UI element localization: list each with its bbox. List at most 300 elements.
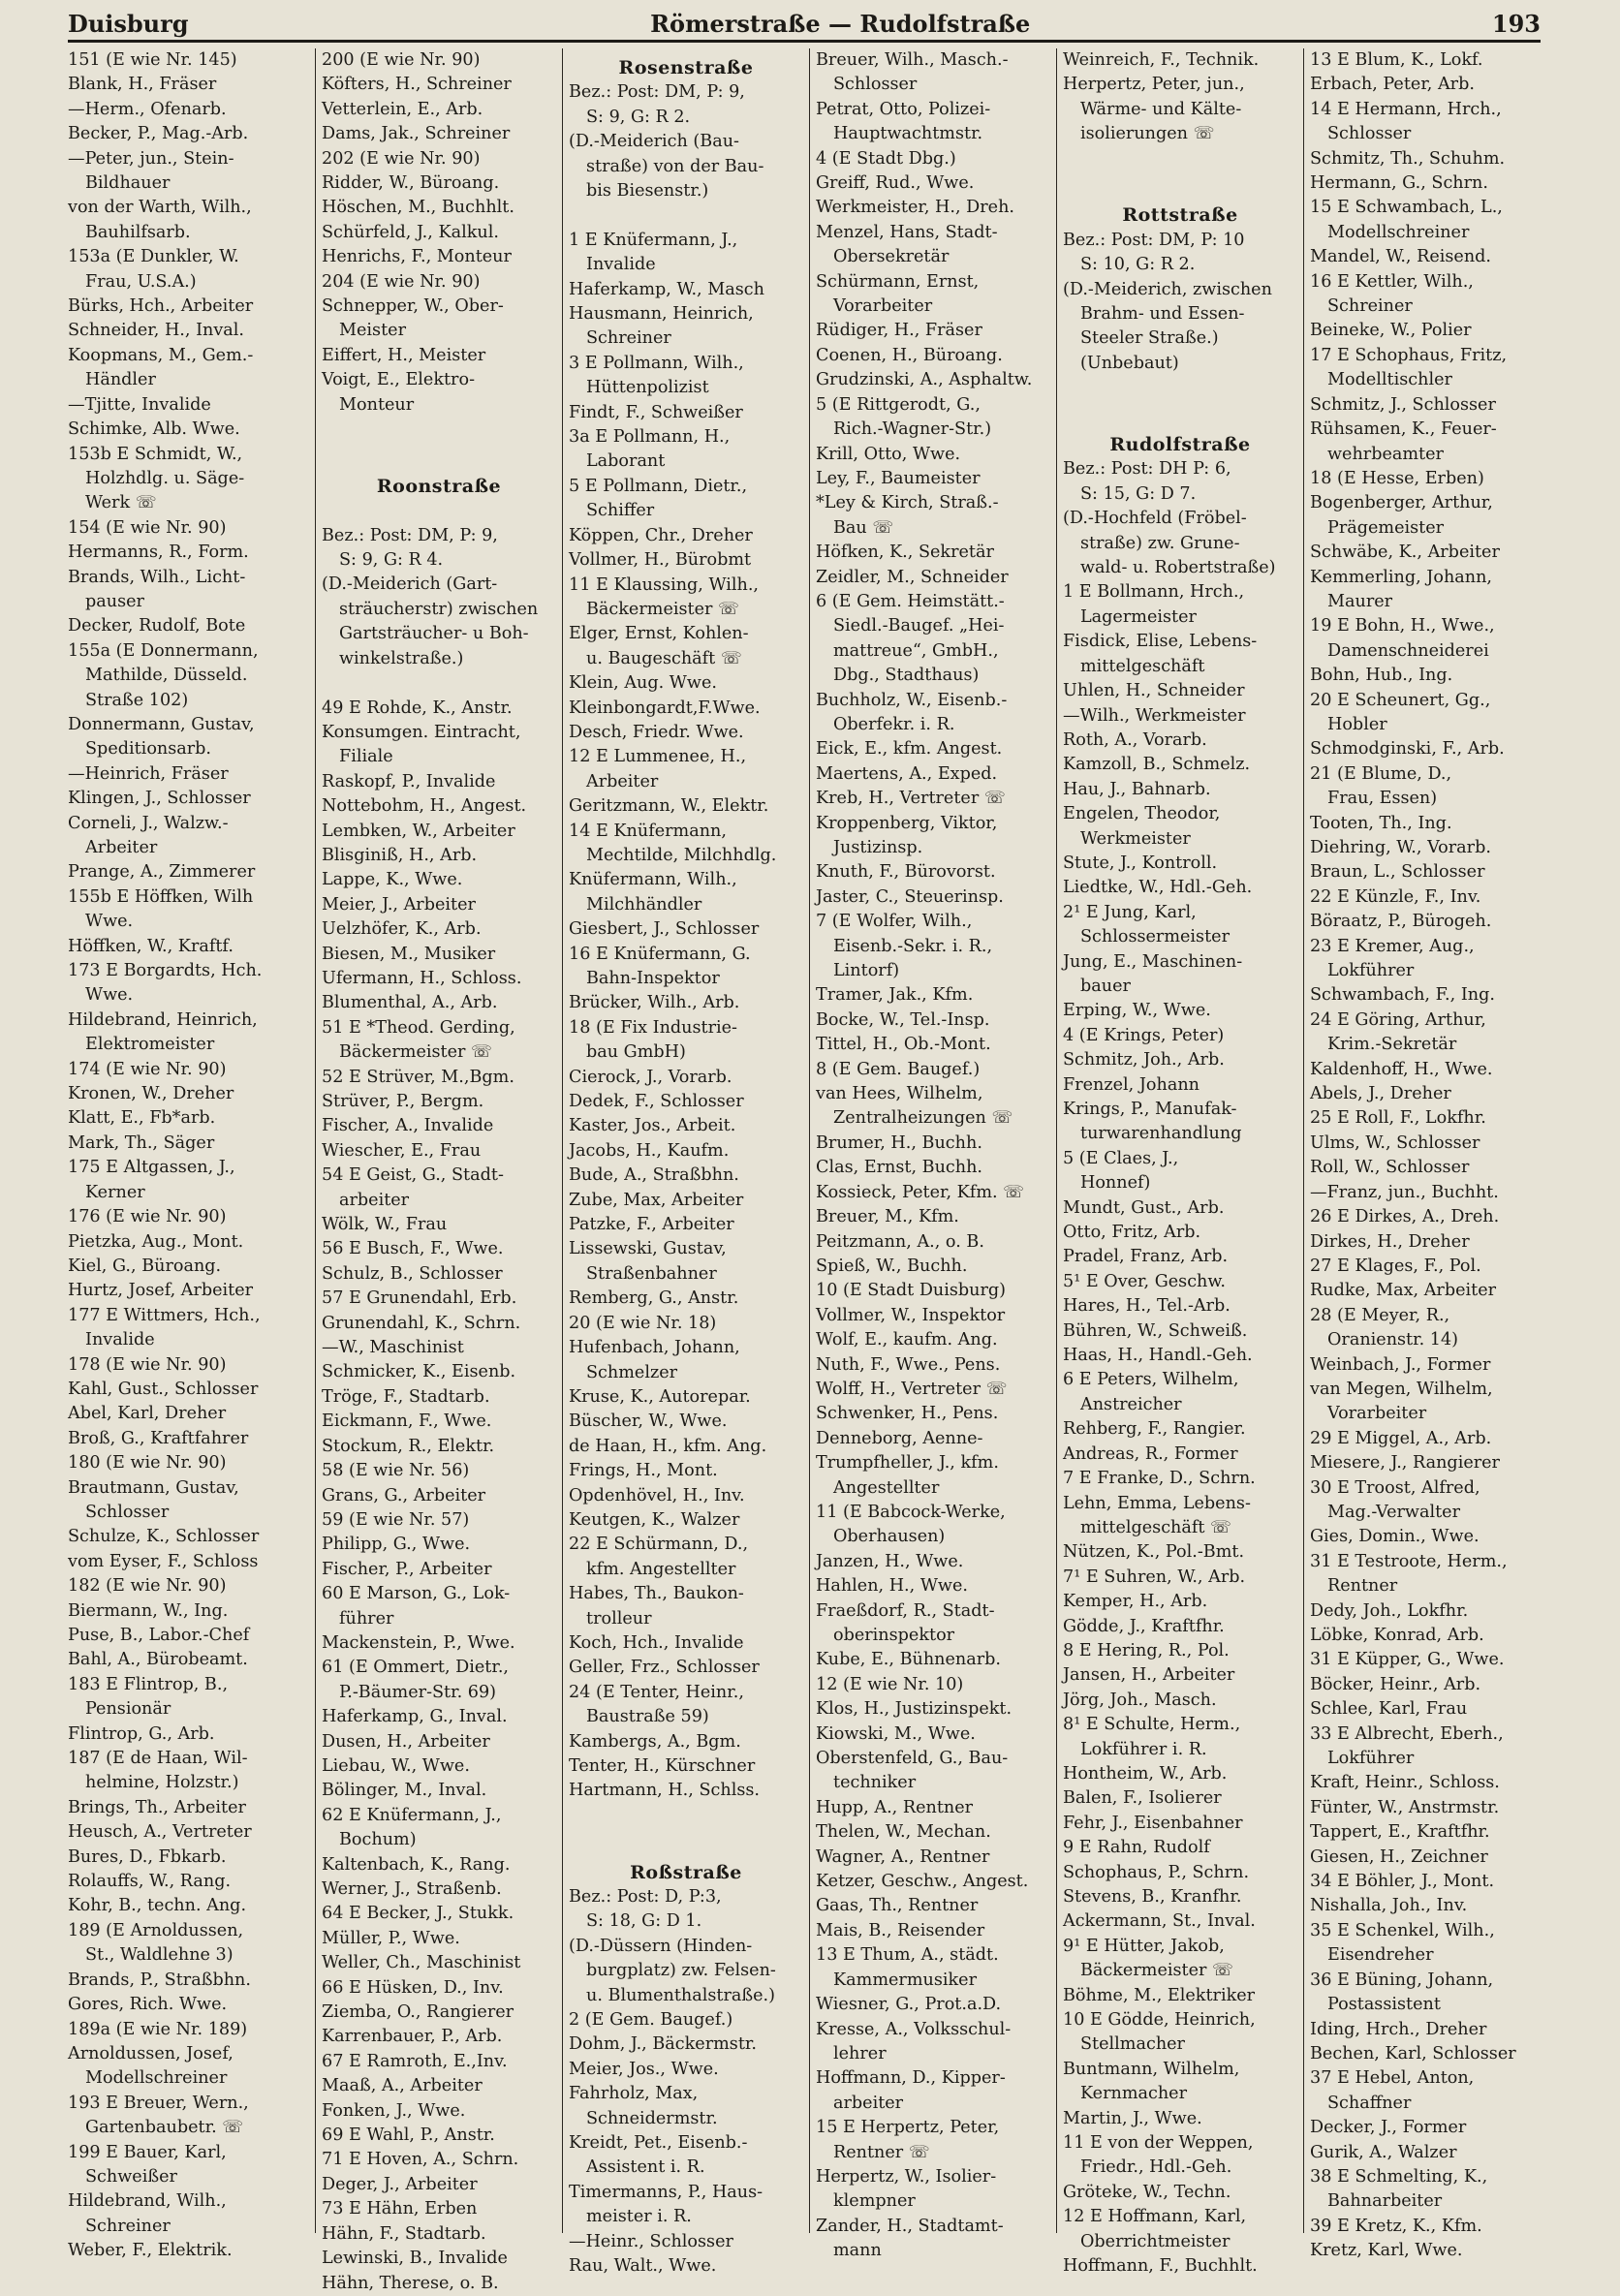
spacer bbox=[1063, 401, 1297, 425]
entry-continuation: straße) zw. Grune- bbox=[1080, 533, 1240, 553]
directory-entry: Blank, H., Fräser bbox=[68, 75, 217, 95]
directory-entry: 189a (E wie Nr. 189) bbox=[68, 2019, 248, 2039]
directory-entry: Werkmeister, H., Dreh. bbox=[816, 198, 1014, 218]
directory-entry: 12 E Hoffmann, Karl, bbox=[1063, 2207, 1247, 2227]
directory-entry: —Heinrich, Fräser bbox=[68, 763, 229, 784]
directory-entry: Trumpfheller, J., kfm. bbox=[816, 1453, 999, 1474]
directory-entry: Nützen, K., Pol.-Bmt. bbox=[1063, 1542, 1245, 1563]
directory-entry: Biermann, W., Ing. bbox=[68, 1600, 229, 1621]
directory-entry: 57 E Grunendahl, Erb. bbox=[322, 1288, 517, 1309]
entry-continuation: straße) von der Bau- bbox=[586, 156, 764, 176]
directory-entry: Ziemba, O., Rangierer bbox=[322, 2002, 514, 2023]
directory-entry: Desch, Friedr. Wwe. bbox=[569, 722, 744, 742]
directory-entry: 54 E Geist, G., Stadt- bbox=[322, 1165, 504, 1186]
directory-entry: Meier, J., Arbeiter bbox=[322, 894, 476, 915]
entry-continuation: u. Blumenthalstraße.) bbox=[586, 1985, 775, 2005]
spacer bbox=[1063, 171, 1297, 196]
directory-entry: Bez.: Post: D, P:3, bbox=[569, 1887, 722, 1908]
directory-entry: Hähn, F., Stadtarb. bbox=[322, 2223, 486, 2244]
entry-continuation: mattreue“, GmbH., bbox=[833, 640, 999, 661]
entry-continuation: Bochum) bbox=[339, 1830, 417, 1850]
directory-entry: Kretz, Karl, Wwe. bbox=[1310, 2241, 1463, 2261]
entry-continuation: Elektromeister bbox=[85, 1035, 215, 1055]
entry-continuation: Modelltischler bbox=[1327, 370, 1452, 390]
directory-entry: Hähn, Therese, o. B. bbox=[322, 2273, 499, 2293]
directory-entry: Herpertz, Peter, jun., bbox=[1063, 75, 1245, 95]
directory-entry: 49 E Rohde, K., Anstr. bbox=[322, 698, 513, 718]
entry-continuation: Bauhilfsarb. bbox=[85, 222, 191, 242]
entry-continuation: S: 9, G: R 2. bbox=[586, 107, 691, 127]
directory-entry: Gurik, A., Walzer bbox=[1310, 2142, 1457, 2162]
directory-entry: 34 E Böhler, J., Mont. bbox=[1310, 1872, 1495, 1892]
directory-entry: 11 E von der Weppen, bbox=[1063, 2133, 1254, 2154]
entry-continuation: winkelstraße.) bbox=[339, 648, 464, 668]
entry-continuation: Schreiner bbox=[1327, 296, 1413, 317]
directory-entry: Hermann, G., Schrn. bbox=[1310, 173, 1488, 194]
directory-entry: Konsumgen. Eintracht, bbox=[322, 722, 521, 742]
directory-entry: Thelen, W., Mechan. bbox=[816, 1822, 991, 1843]
directory-entry: Schürfeld, J., Kalkul. bbox=[322, 222, 499, 242]
directory-entry: 10 (E Stadt Duisburg) bbox=[816, 1281, 1007, 1301]
directory-entry: Jansen, H., Arbeiter bbox=[1063, 1665, 1235, 1686]
entry-continuation: S: 18, G: D 1. bbox=[586, 1911, 702, 1932]
column-6 bbox=[1303, 48, 1550, 2261]
entry-continuation: Bau ☏ bbox=[833, 517, 894, 538]
directory-entry: 62 E Knüfermann, J., bbox=[322, 1805, 502, 1825]
entry-continuation: Modellschreiner bbox=[85, 2068, 228, 2089]
entry-continuation: Schweißer bbox=[85, 2166, 177, 2187]
directory-entry: Vollmer, H., Bürobmt bbox=[569, 550, 752, 571]
directory-entry: Hartmann, H., Schlss. bbox=[569, 1781, 760, 1801]
directory-entry: Dedek, F., Schlosser bbox=[569, 1092, 744, 1112]
directory-entry: Gödde, J., Kraftfhr. bbox=[1063, 1616, 1225, 1636]
directory-entry: 73 E Hähn, Erben bbox=[322, 2199, 478, 2219]
entry-continuation: helmine, Holzstr.) bbox=[85, 1773, 239, 1793]
entry-continuation: Assistent i. R. bbox=[586, 2157, 705, 2178]
directory-entry: Schmitz, J., Schlosser bbox=[1310, 394, 1496, 415]
entry-continuation: oberinspektor bbox=[833, 1626, 955, 1645]
entry-continuation: Schaffner bbox=[1327, 2093, 1412, 2113]
directory-entry: 16 E Knüfermann, G. bbox=[569, 944, 751, 964]
directory-entry: 6 (E Gem. Heimstätt.- bbox=[816, 591, 1005, 611]
directory-entry: Kambergs, A., Bgm. bbox=[569, 1731, 741, 1752]
entry-continuation: Meister bbox=[339, 321, 406, 341]
directory-entry: 5¹ E Over, Geschw. bbox=[1063, 1271, 1226, 1291]
directory-entry: 59 (E wie Nr. 57) bbox=[322, 1509, 470, 1530]
entry-continuation: Eisendreher bbox=[1327, 1945, 1434, 1966]
directory-entry: Corneli, J., Walzw.- bbox=[68, 813, 229, 833]
directory-entry: Biesen, M., Musiker bbox=[322, 944, 496, 964]
entry-continuation: isolierungen ☏ bbox=[1080, 124, 1215, 144]
directory-entry: —W., Maschinist bbox=[322, 1338, 464, 1358]
directory-entry: Karrenbauer, P., Arb. bbox=[322, 2027, 503, 2047]
entry-continuation: Holzhdlg. u. Säge- bbox=[85, 468, 245, 488]
directory-entry: Maaß, A., Arbeiter bbox=[322, 2076, 483, 2096]
entry-continuation: Bildhauer bbox=[85, 173, 171, 194]
entry-continuation: Straßenbahner bbox=[586, 1263, 717, 1284]
directory-entry: 199 E Bauer, Karl, bbox=[68, 2142, 227, 2162]
directory-entry: Rehberg, F., Rangier. bbox=[1063, 1419, 1246, 1440]
directory-entry: Puse, B., Labor.-Chef bbox=[68, 1626, 250, 1645]
directory-entry: 61 (E Ommert, Dietr., bbox=[322, 1658, 510, 1678]
entry-continuation: Damenschneiderei bbox=[1327, 640, 1489, 661]
entry-continuation: Justizinsp. bbox=[833, 838, 923, 857]
directory-entry: Decker, J., Former bbox=[1310, 2118, 1467, 2138]
directory-entry: Schmodginski, F., Arb. bbox=[1310, 739, 1505, 760]
directory-entry: 69 E Wahl, P., Anstr. bbox=[322, 2125, 495, 2146]
directory-entry: 5 (E Claes, J., bbox=[1063, 1148, 1179, 1168]
directory-entry: Ulms, W., Schlosser bbox=[1310, 1132, 1480, 1153]
directory-entry: Fehr, J., Eisenbahner bbox=[1063, 1813, 1243, 1833]
directory-entry: Herpertz, W., Isolier- bbox=[816, 2166, 997, 2187]
directory-entry: Erbach, Peter, Arb. bbox=[1310, 75, 1475, 95]
directory-entry: 7 (E Wolfer, Wilh., bbox=[816, 912, 973, 932]
directory-entry: Gaas, Th., Rentner bbox=[816, 1896, 979, 1916]
directory-entry: —Tjitte, Invalide bbox=[68, 394, 211, 415]
directory-entry: Dusen, H., Arbeiter bbox=[322, 1731, 490, 1752]
header-rule bbox=[68, 40, 1541, 43]
spacer bbox=[569, 203, 803, 228]
directory-entry: —Wilh., Werkmeister bbox=[1063, 705, 1246, 726]
entry-continuation: Schneidermstr. bbox=[586, 2108, 718, 2128]
directory-entry: 66 E Hüsken, D., Inv. bbox=[322, 1977, 504, 1998]
directory-entry: Eiffert, H., Meister bbox=[322, 345, 486, 365]
entry-continuation: bauer bbox=[1080, 976, 1131, 996]
directory-entry: Roll, W., Schlosser bbox=[1310, 1158, 1470, 1178]
directory-entry: 183 E Flintrop, B., bbox=[68, 1674, 229, 1694]
entry-continuation: Friedr., Hdl.-Geh. bbox=[1080, 2157, 1232, 2178]
entry-continuation: u. Baugeschäft ☏ bbox=[586, 648, 742, 668]
directory-entry: 153a (E Dunkler, W. bbox=[68, 247, 239, 267]
directory-entry: Nottebohm, H., Angest. bbox=[322, 796, 527, 817]
directory-entry: Dams, Jak., Schreiner bbox=[322, 124, 511, 144]
entry-continuation: Schlosser bbox=[85, 1502, 170, 1522]
spacer bbox=[322, 671, 556, 696]
directory-entry: Wolff, H., Vertreter ☏ bbox=[816, 1379, 1008, 1399]
directory-entry: Blumenthal, A., Arb. bbox=[322, 993, 498, 1013]
entry-continuation: Krim.-Sekretär bbox=[1327, 1035, 1457, 1055]
directory-entry: Gores, Rich. Wwe. bbox=[68, 1995, 228, 2015]
entry-continuation: Frau, Essen) bbox=[1327, 789, 1438, 809]
directory-entry: Eick, E., kfm. Angest. bbox=[816, 739, 1003, 760]
entry-continuation: mittelgeschäft ☏ bbox=[1080, 1517, 1232, 1537]
directory-entry: Brands, Wilh., Licht- bbox=[68, 567, 246, 587]
directory-entry: 204 (E wie Nr. 90) bbox=[322, 271, 481, 292]
directory-entry: Bez.: Post: DM, P: 9, bbox=[569, 82, 745, 103]
entry-continuation: führer bbox=[339, 1608, 394, 1629]
directory-entry: Beineke, W., Polier bbox=[1310, 321, 1472, 341]
directory-entry: Keutgen, K., Walzer bbox=[569, 1509, 740, 1530]
directory-entry: Hau, J., Bahnarb. bbox=[1063, 779, 1211, 799]
directory-entry: Buchholz, W., Eisenb.- bbox=[816, 690, 1008, 710]
directory-entry: Ley, F., Baumeister bbox=[816, 468, 981, 488]
page-header bbox=[68, 6, 1541, 41]
entry-continuation: Schiffer bbox=[586, 501, 655, 521]
entry-continuation: Mag.-Verwalter bbox=[1327, 1502, 1461, 1522]
directory-entry: Mandel, W., Reisend. bbox=[1310, 247, 1492, 267]
directory-entry: 71 E Hoven, A., Schrn. bbox=[322, 2150, 519, 2170]
directory-entry: Zander, H., Stadtamt- bbox=[816, 2216, 1004, 2236]
entry-continuation: Monteur bbox=[339, 394, 415, 415]
directory-entry: 67 E Ramroth, E.,Inv. bbox=[322, 2051, 508, 2071]
directory-entry: Breuer, Wilh., Masch.- bbox=[816, 50, 1009, 70]
directory-entry: Liedtke, W., Hdl.-Geh. bbox=[1063, 878, 1253, 898]
directory-entry: Bohn, Hub., Ing. bbox=[1310, 666, 1453, 686]
directory-entry: Köppen, Chr., Dreher bbox=[569, 525, 753, 545]
entry-continuation: burgplatz) zw. Felsen- bbox=[586, 1961, 776, 1981]
directory-entry: Koch, Hch., Invalide bbox=[569, 1632, 744, 1653]
directory-entry: 22 E Künzle, F., Inv. bbox=[1310, 886, 1481, 907]
directory-entry: Bocke, W., Tel.-Insp. bbox=[816, 1009, 990, 1030]
directory-entry: 153b E Schmidt, W., bbox=[68, 444, 243, 464]
directory-entry: de Haan, H., kfm. Ang. bbox=[569, 1436, 767, 1456]
entry-continuation: Vorarbeiter bbox=[1327, 1404, 1427, 1424]
directory-entry: Lappe, K., Wwe. bbox=[322, 870, 463, 890]
directory-entry: Denneborg, Aenne- bbox=[816, 1428, 983, 1448]
entry-continuation: Schreiner bbox=[586, 328, 671, 349]
directory-entry: Hildebrand, Heinrich, bbox=[68, 1009, 258, 1030]
directory-entry: Ketzer, Geschw., Angest. bbox=[816, 1872, 1029, 1892]
directory-entry: Schulz, B., Schlosser bbox=[322, 1263, 503, 1284]
directory-entry: Hontheim, W., Arb. bbox=[1063, 1763, 1228, 1784]
entry-continuation: Werk ☏ bbox=[85, 493, 157, 513]
directory-entry: van Hees, Wilhelm, bbox=[816, 1084, 983, 1104]
directory-entry: Schmitz, Th., Schuhm. bbox=[1310, 148, 1506, 169]
directory-entry: Brumer, H., Buchh. bbox=[816, 1132, 982, 1153]
column-5 bbox=[1056, 48, 1303, 2277]
entry-continuation: Werkmeister bbox=[1080, 828, 1191, 849]
directory-entry: Dohm, J., Bäckermstr. bbox=[569, 2034, 757, 2055]
entry-continuation: Milchhändler bbox=[586, 894, 702, 915]
directory-entry: 151 (E wie Nr. 145) bbox=[68, 50, 237, 70]
spacer bbox=[1063, 147, 1297, 171]
directory-entry: Lissewski, Gustav, bbox=[569, 1239, 727, 1259]
directory-entry: Löbke, Konrad, Arb. bbox=[1310, 1626, 1484, 1645]
directory-entry: Braun, L., Schlosser bbox=[1310, 862, 1485, 883]
directory-entry: 189 (E Arnoldussen, bbox=[68, 1920, 244, 1940]
directory-entry: Kaldenhoff, H., Wwe. bbox=[1310, 1059, 1493, 1079]
directory-entry: Schwenker, H., Pens. bbox=[816, 1404, 999, 1424]
directory-entry: Stute, J., Kontroll. bbox=[1063, 853, 1218, 873]
directory-entry: Patzke, F., Arbeiter bbox=[569, 1215, 734, 1235]
entry-continuation: Schreiner bbox=[85, 2216, 171, 2236]
directory-entry: 14 E Knüfermann, bbox=[569, 821, 727, 841]
directory-entry: 56 E Busch, F., Wwe. bbox=[322, 1239, 504, 1259]
directory-entry: Lewinski, B., Invalide bbox=[322, 2249, 508, 2269]
directory-entry: Pietzka, Aug., Mont. bbox=[68, 1231, 244, 1252]
directory-entry: Meier, Jos., Wwe. bbox=[569, 2059, 719, 2079]
directory-entry: Hermanns, R., Form. bbox=[68, 543, 249, 563]
entry-continuation: Angestellter bbox=[833, 1477, 940, 1498]
directory-entry: Weinreich, F., Technik. bbox=[1063, 50, 1260, 70]
directory-entry: Klatt, E., Fb*arb. bbox=[68, 1108, 216, 1129]
directory-entry: Grudzinski, A., Asphaltw. bbox=[816, 370, 1033, 390]
directory-entry: 4 (E Krings, Peter) bbox=[1063, 1025, 1225, 1045]
entry-continuation: Vorarbeiter bbox=[833, 296, 933, 317]
directory-entry: 29 E Miggel, A., Arb. bbox=[1310, 1428, 1492, 1448]
entry-continuation: turwarenhandlung bbox=[1080, 1124, 1242, 1144]
entry-continuation: Speditionsarb. bbox=[85, 739, 212, 760]
directory-entry: 14 E Hermann, Hrch., bbox=[1310, 99, 1502, 119]
entry-continuation: Lokführer bbox=[1327, 1749, 1415, 1769]
entry-continuation: Filiale bbox=[339, 747, 393, 767]
entry-continuation: Rentner ☏ bbox=[833, 2142, 930, 2162]
entry-continuation: Kammermusiker bbox=[833, 1970, 977, 1990]
directory-entry: Nishalla, Joh., Inv. bbox=[1310, 1896, 1468, 1916]
directory-entry: Giesbert, J., Schlosser bbox=[569, 919, 760, 940]
directory-entry: Haferkamp, W., Masch bbox=[569, 279, 764, 299]
entry-continuation: Hüttenpolizist bbox=[586, 378, 709, 398]
directory-entry: 31 E Testroote, Herm., bbox=[1310, 1551, 1508, 1571]
entry-continuation: Oberhausen) bbox=[833, 1527, 946, 1547]
directory-entry: 11 (E Babcock-Werke, bbox=[816, 1502, 1006, 1522]
directory-entry: Maertens, A., Exped. bbox=[816, 763, 998, 784]
spacer bbox=[1063, 376, 1297, 400]
directory-entry: Greiff, Rud., Wwe. bbox=[816, 173, 975, 194]
directory-entry: 155b E Höffken, Wilh bbox=[68, 886, 254, 907]
directory-entry: *Ley & Kirch, Straß.- bbox=[816, 493, 999, 513]
directory-entry: Hoffmann, F., Buchhlt. bbox=[1063, 2256, 1258, 2277]
directory-entry: Kamzoll, B., Schmelz. bbox=[1063, 755, 1251, 775]
street-heading: Rudolfstraße bbox=[1109, 434, 1251, 456]
directory-entry: Lembken, W., Arbeiter bbox=[322, 821, 515, 841]
directory-entry: Bühren, W., Schweiß. bbox=[1063, 1320, 1248, 1341]
directory-entry: Fahrholz, Max, bbox=[569, 2084, 699, 2104]
directory-entry: 187 (E de Haan, Wil- bbox=[68, 1749, 248, 1769]
directory-entry: Bürks, Hch., Arbeiter bbox=[68, 296, 254, 317]
column-4 bbox=[809, 48, 1056, 2261]
entry-continuation: Oberfekr. i. R. bbox=[833, 714, 955, 734]
directory-entry: Kraft, Heinr., Schloss. bbox=[1310, 1773, 1500, 1793]
directory-entry: 155a (E Donnermann, bbox=[68, 640, 259, 661]
directory-entry: 13 E Blum, K., Lokf. bbox=[1310, 50, 1483, 70]
directory-entry: Wiescher, E., Frau bbox=[322, 1140, 482, 1161]
directory-entry: 6 E Peters, Wilhelm, bbox=[1063, 1370, 1239, 1390]
directory-entry: 31 E Küpper, G., Wwe. bbox=[1310, 1650, 1505, 1670]
directory-entry: Hildebrand, Wilh., bbox=[68, 2191, 227, 2212]
directory-entry: Remberg, G., Anstr. bbox=[569, 1288, 739, 1309]
directory-entry: 26 E Dirkes, A., Dreh. bbox=[1310, 1207, 1500, 1227]
spacer bbox=[569, 1804, 803, 1828]
directory-entry: Böraatz, P., Bürogeh. bbox=[1310, 912, 1492, 932]
directory-entry: 64 E Becker, J., Stukk. bbox=[322, 1904, 514, 1924]
directory-entry: 24 E Göring, Arthur, bbox=[1310, 1009, 1486, 1030]
directory-entry: Philipp, G., Wwe. bbox=[322, 1535, 471, 1555]
directory-entry: Klingen, J., Schlosser bbox=[68, 789, 251, 809]
directory-entry: Haas, H., Handl.-Geh. bbox=[1063, 1346, 1253, 1366]
directory-entry: Hupp, A., Rentner bbox=[816, 1797, 974, 1817]
directory-entry: Spieß, W., Buchh. bbox=[816, 1256, 968, 1276]
entry-continuation: Maurer bbox=[1327, 591, 1393, 611]
directory-entry: 36 E Büning, Johann, bbox=[1310, 1970, 1494, 1990]
directory-entry: 7 E Franke, D., Schrn. bbox=[1063, 1469, 1256, 1489]
entry-continuation: Arbeiter bbox=[85, 838, 158, 857]
column-1 bbox=[68, 48, 315, 2261]
directory-entry: Pradel, Franz, Arb. bbox=[1063, 1247, 1229, 1267]
entry-continuation: Frau, U.S.A.) bbox=[85, 271, 197, 292]
directory-entry: Deger, J., Arbeiter bbox=[322, 2174, 478, 2194]
directory-entry: 177 E Wittmers, Hch., bbox=[68, 1305, 261, 1325]
directory-entry: 30 E Troost, Alfred, bbox=[1310, 1477, 1480, 1498]
directory-entry: Knüfermann, Wilh., bbox=[569, 870, 737, 890]
entry-continuation: bau GmbH) bbox=[586, 1042, 686, 1063]
directory-entry: Klos, H., Justizinspekt. bbox=[816, 1699, 1012, 1720]
entry-continuation: sträucherstr) zwischen bbox=[339, 599, 539, 619]
entry-continuation: bis Biesenstr.) bbox=[586, 181, 709, 202]
directory-entry: Kemper, H., Arb. bbox=[1063, 1592, 1208, 1612]
directory-entry: Uelzhöfer, K., Arb. bbox=[322, 919, 482, 940]
directory-entry: Elger, Ernst, Kohlen- bbox=[569, 624, 749, 644]
directory-entry: 173 E Borgardts, Hch. bbox=[68, 961, 263, 981]
directory-entry: —Herm., Ofenarb. bbox=[68, 99, 227, 119]
directory-entry: Geller, Frz., Schlosser bbox=[569, 1658, 760, 1678]
column-2 bbox=[315, 48, 562, 2293]
entry-continuation: Steeler Straße.) bbox=[1080, 328, 1219, 349]
directory-entry: Timermanns, P., Haus- bbox=[569, 2182, 763, 2202]
directory-entry: Blisginiß, H., Arb. bbox=[322, 845, 478, 865]
directory-entry: 5 (E Rittgerodt, G., bbox=[816, 394, 981, 415]
directory-entry: 193 E Breuer, Wern., bbox=[68, 2093, 249, 2113]
entry-continuation: P.-Bäumer-Str. 69) bbox=[339, 1682, 497, 1702]
directory-entry: 2¹ E Jung, Karl, bbox=[1063, 902, 1197, 922]
directory-entry: (D.-Düssern (Hinden- bbox=[569, 1936, 753, 1956]
directory-entry: Hahlen, H., Wwe. bbox=[816, 1576, 968, 1597]
directory-entry: 16 E Kettler, Wilh., bbox=[1310, 271, 1474, 292]
entry-continuation: Lintorf) bbox=[833, 961, 900, 981]
directory-entry: Schneider, H., Inval. bbox=[68, 321, 244, 341]
entry-continuation: arbeiter bbox=[339, 1190, 410, 1210]
directory-entry: Andreas, R., Former bbox=[1063, 1443, 1238, 1464]
directory-entry: Findt, F., Schweißer bbox=[569, 402, 743, 422]
entry-continuation: meister i. R. bbox=[586, 2207, 692, 2227]
directory-entry: 7¹ E Suhren, W., Arb. bbox=[1063, 1567, 1246, 1587]
directory-entry: Martin, J., Wwe. bbox=[1063, 2108, 1202, 2128]
directory-entry: Iding, Hrch., Dreher bbox=[1310, 2019, 1487, 2039]
directory-entry: 23 E Kremer, Aug., bbox=[1310, 936, 1475, 956]
directory-entry: Hurtz, Josef, Arbeiter bbox=[68, 1281, 254, 1301]
directory-entry: 3 E Pollmann, Wilh., bbox=[569, 353, 744, 373]
directory-entry: Brücker, Wilh., Arb. bbox=[569, 993, 740, 1013]
entry-continuation: Rentner bbox=[1327, 1576, 1398, 1597]
directory-entry: Erping, W., Wwe. bbox=[1063, 1001, 1211, 1021]
directory-entry: Cierock, J., Vorarb. bbox=[569, 1067, 732, 1087]
directory-entry: Buntmann, Wilhelm, bbox=[1063, 2059, 1240, 2079]
directory-entry: Mackenstein, P., Wwe. bbox=[322, 1632, 515, 1653]
directory-entry: Ufermann, H., Schloss. bbox=[322, 968, 522, 988]
directory-entry: 4 (E Stadt Dbg.) bbox=[816, 148, 956, 169]
directory-entry: Kube, E., Bühnenarb. bbox=[816, 1650, 1001, 1670]
entry-continuation: Honnef) bbox=[1080, 1173, 1151, 1194]
entry-continuation: S: 15, G: D 7. bbox=[1080, 483, 1197, 504]
directory-entry: 180 (E wie Nr. 90) bbox=[68, 1453, 227, 1474]
entry-continuation: Modellschreiner bbox=[1327, 222, 1470, 242]
directory-entry: Grunendahl, K., Schrn. bbox=[322, 1313, 521, 1333]
directory-entry: 12 E Lummenee, H., bbox=[569, 747, 747, 767]
directory-entry: Petrat, Otto, Polizei- bbox=[816, 99, 991, 119]
directory-entry: Dirkes, H., Dreher bbox=[1310, 1231, 1470, 1252]
directory-entry: Gies, Domin., Wwe. bbox=[1310, 1527, 1480, 1547]
directory-entry: Tramer, Jak., Kfm. bbox=[816, 985, 974, 1006]
directory-entry: 25 E Roll, F., Lokfhr. bbox=[1310, 1108, 1486, 1129]
directory-entry: Mais, B., Reisender bbox=[816, 1920, 985, 1940]
entry-continuation: Zentralheizungen ☏ bbox=[833, 1108, 1013, 1129]
entry-continuation: Schlossermeister bbox=[1080, 927, 1230, 947]
directory-entry: 2 (E Gem. Baugef.) bbox=[569, 2010, 733, 2031]
directory-entry: Hares, H., Tel.-Arb. bbox=[1063, 1296, 1231, 1317]
directory-entry: Clas, Ernst, Buchh. bbox=[816, 1158, 983, 1178]
directory-entry: Rolauffs, W., Rang. bbox=[68, 1872, 232, 1892]
directory-entry: 178 (E wie Nr. 90) bbox=[68, 1354, 227, 1375]
